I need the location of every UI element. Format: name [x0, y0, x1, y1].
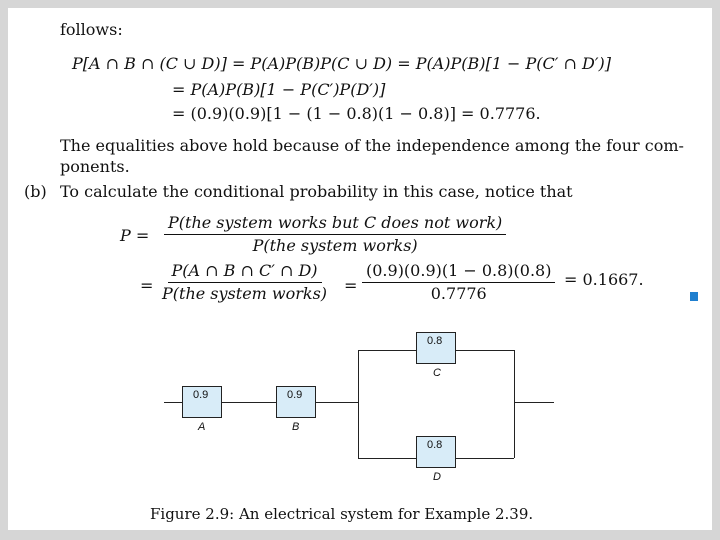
component-d-value: 0.8 — [427, 439, 443, 451]
paragraph-line-2: ponents. — [60, 157, 130, 176]
component-a-value: 0.9 — [193, 389, 209, 401]
fraction-3 — [362, 262, 555, 302]
fraction-1-denominator: P(the system works) — [252, 235, 418, 255]
cond-lhs: P = — [120, 226, 150, 245]
component-d-label: D — [433, 471, 441, 483]
wire-top-left — [358, 350, 416, 351]
part-b-text: To calculate the conditional probability in this case, notice that — [60, 182, 573, 201]
equation-line-3: = (0.9)(0.9)[1 − (1 − 0.8)(1 − 0.8)] = 0.7776. — [172, 104, 541, 123]
fraction-1 — [164, 214, 506, 254]
component-b — [276, 386, 316, 418]
component-d — [416, 436, 456, 468]
wire-top-right — [456, 350, 514, 351]
fraction-2 — [158, 262, 331, 302]
wire-b-parallel — [316, 402, 358, 403]
wire-a-b — [222, 402, 276, 403]
wire-bottom-left — [358, 458, 416, 459]
equation-line-2: = P(A)P(B)[1 − P(C′)P(D′)] — [172, 80, 386, 99]
wire-bottom-right — [456, 458, 514, 459]
wire-input — [164, 402, 182, 403]
wire-left-rail — [358, 350, 359, 458]
fraction-2-denominator: P(the system works) — [162, 283, 328, 303]
component-a-label: A — [198, 421, 206, 433]
fraction-2-numerator: P(A ∩ B ∩ C′ ∩ D) — [168, 262, 322, 283]
fraction-3-numerator: (0.9)(0.9)(1 − 0.8)(0.8) — [362, 262, 555, 283]
figure-caption: Figure 2.9: An electrical system for Example 2.39. — [150, 505, 534, 523]
component-c — [416, 332, 456, 364]
paragraph-line-1: The equalities above hold because of the independence among the four com- — [60, 136, 684, 155]
fraction-3-denominator: 0.7776 — [430, 283, 487, 303]
fraction-1-numerator: P(the system works but C does not work) — [164, 214, 506, 235]
part-b-label: (b) — [24, 182, 47, 201]
wire-output — [514, 402, 554, 403]
component-a — [182, 386, 222, 418]
component-c-value: 0.8 — [427, 335, 443, 347]
cond-result: = 0.1667. — [564, 270, 644, 289]
cond-eq-sign: = — [140, 276, 154, 295]
document-page — [8, 8, 712, 530]
component-b-label: B — [292, 421, 300, 433]
intro-text: follows: — [60, 20, 123, 39]
cursor-marker — [690, 292, 698, 301]
component-b-value: 0.9 — [287, 389, 303, 401]
equation-line-1: P[A ∩ B ∩ (C ∪ D)] = P(A)P(B)P(C ∪ D) = P(A)P(B)[1 − P(C′ ∩ D′)] — [72, 54, 611, 73]
wire-right-rail — [514, 350, 515, 458]
cond-eq-sign-2: = — [344, 276, 358, 295]
component-c-label: C — [433, 367, 441, 379]
